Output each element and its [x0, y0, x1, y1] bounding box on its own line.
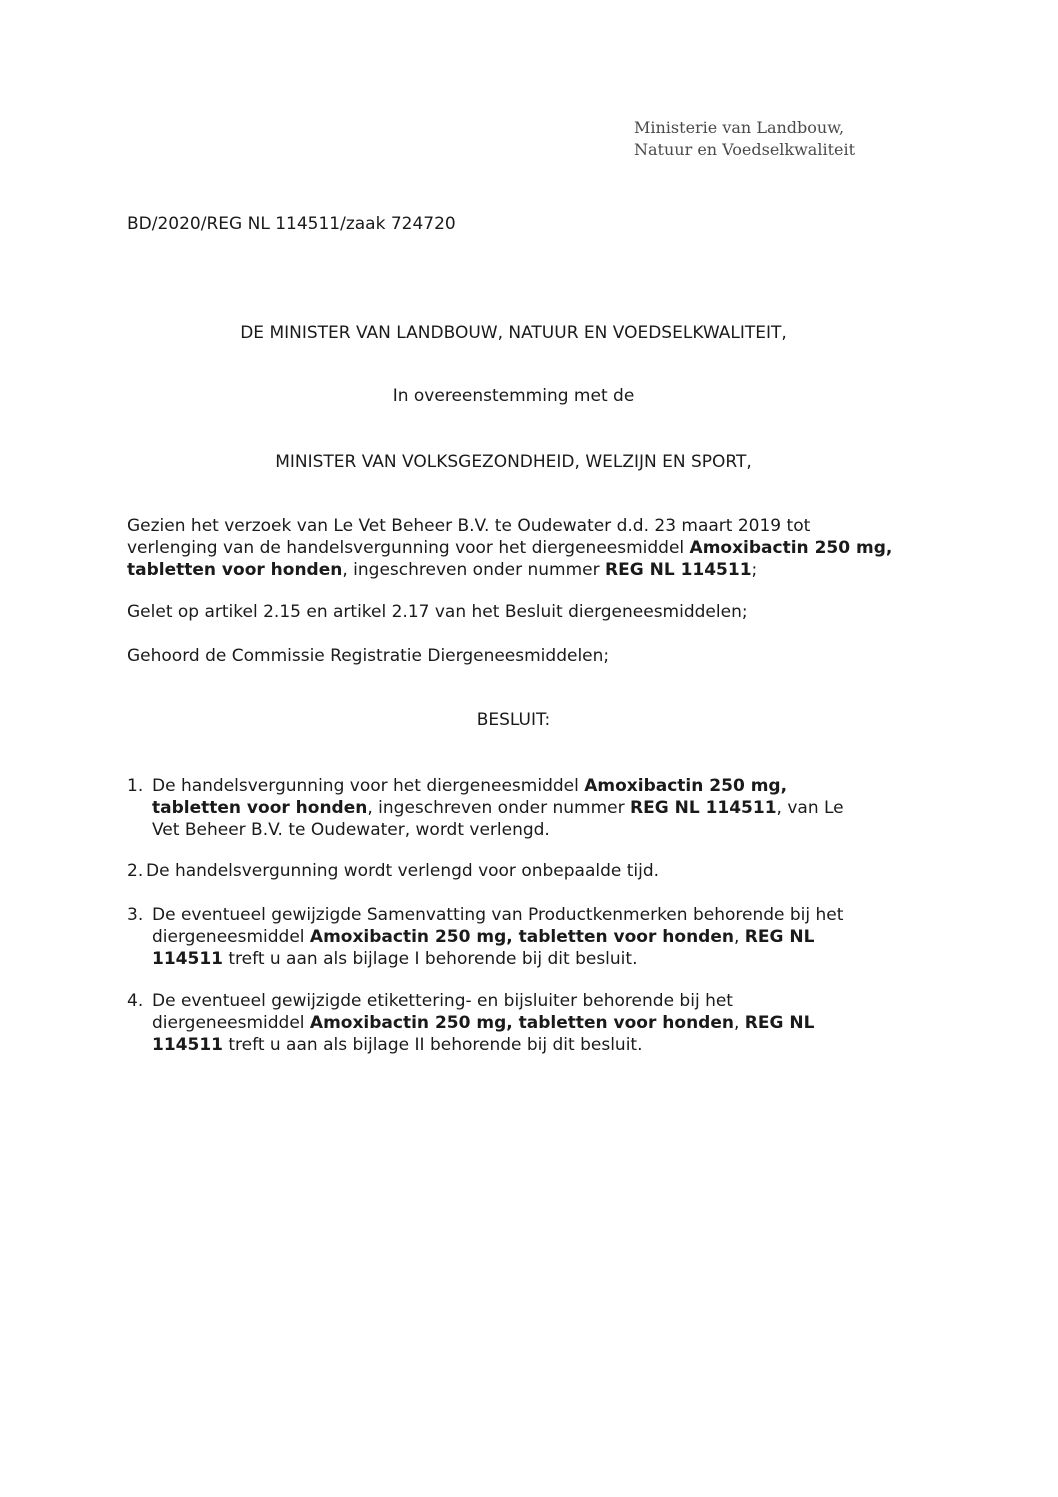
decision-item-1: 1. De handelsvergunning voor het diergeneesmiddel Amoxibactin 250 mg, tabletten voor honden, ingeschreven onder nummer REG NL 114511, van Le Vet Beheer B.V. te Oudewater, wordt verlengd.	[127, 776, 844, 840]
decision-number: 1.	[127, 776, 144, 796]
logo-line-1: Ministerie van Landbouw,	[634, 118, 845, 137]
minister-title: DE MINISTER VAN LANDBOUW, NATUUR EN VOEDSELKWALITEIT,	[240, 323, 787, 343]
besluit-heading: BESLUIT:	[476, 710, 551, 730]
gezien-line-2: verlenging van de handelsvergunning voor het diergeneesmiddel Amoxibactin 250 mg,	[127, 538, 893, 558]
agreement-line: In overeenstemming met de	[392, 386, 635, 406]
product-name-bold: Amoxibactin 250 mg,	[689, 538, 893, 558]
consideration-gehoord: Gehoord de Commissie Registratie Diergeneesmiddelen;	[127, 646, 610, 666]
decision-item-2: 2. De handelsvergunning wordt verlengd voor onbepaalde tijd.	[127, 861, 660, 881]
decision-item-4: 4. De eventueel gewijzigde etikettering- en bijsluiter behorende bij het diergeneesmiddel Amoxibactin 250 mg, tabletten voor honden, REG NL 114511 treft u aan als bijlage II behorende bij dit besluit.	[127, 991, 815, 1055]
reference-number: BD/2020/REG NL 114511/zaak 724720	[127, 214, 456, 234]
decision-number: 2.	[127, 861, 144, 881]
decision-number: 4.	[127, 991, 144, 1011]
consideration-gezien	[127, 515, 937, 581]
gezien-line-3: tabletten voor honden, ingeschreven onder nummer REG NL 114511;	[127, 560, 758, 580]
decision-item-3: 3. De eventueel gewijzigde Samenvatting van Productkenmerken behorende bij het diergeneesmiddel Amoxibactin 250 mg, tabletten voor honden, REG NL 114511 treft u aan als bijlage I behorende bij dit besluit.	[127, 905, 844, 969]
ministry-logo	[634, 117, 855, 161]
registration-number-bold: REG NL 114511	[605, 560, 752, 580]
consideration-gelet: Gelet op artikel 2.15 en artikel 2.17 van het Besluit diergeneesmiddelen;	[127, 602, 748, 622]
gezien-line-1: Gezien het verzoek van Le Vet Beheer B.V. te Oudewater d.d. 23 maart 2019 tot	[127, 516, 811, 536]
logo-line-2: Natuur en Voedselkwaliteit	[634, 140, 856, 159]
decision-number: 3.	[127, 905, 144, 925]
second-minister-title: MINISTER VAN VOLKSGEZONDHEID, WELZIJN EN SPORT,	[275, 452, 752, 472]
